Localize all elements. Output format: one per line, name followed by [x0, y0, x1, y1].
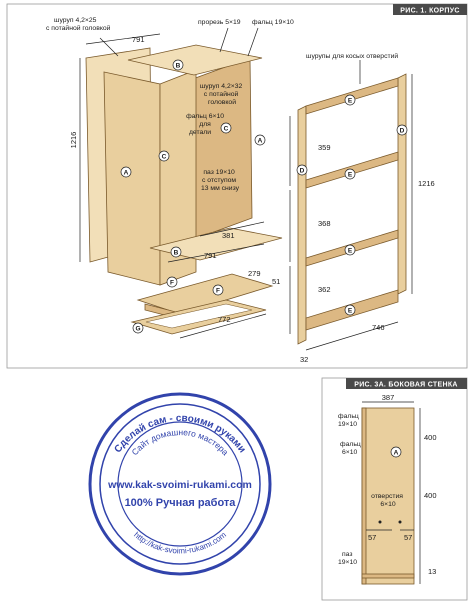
part-label-a-wall — [391, 447, 401, 457]
note-groove-bottom: паз 19×10 с отступом 13 мм снизу — [200, 169, 240, 192]
dim-13: 13 — [428, 567, 437, 576]
svg-text:A: A — [257, 137, 263, 145]
svg-text:B: B — [173, 249, 179, 257]
note-screws-slant: шурупы для косых отверстий — [306, 53, 399, 60]
dim-frame-height: 1216 — [418, 179, 435, 188]
stamp-url: www.kak-svoimi-rukami.com — [108, 479, 252, 491]
hole-1 — [379, 521, 382, 524]
dim-57b: 57 — [404, 533, 413, 542]
side-wall-rebate-edge — [362, 408, 366, 584]
stamp-slogan: 100% Ручная работа — [124, 497, 236, 509]
dim-lower: 400 — [424, 491, 437, 500]
svg-text:G: G — [135, 325, 141, 333]
figure-1-title: РИС. 1. КОРПУС — [400, 7, 460, 15]
stamp-text-inner: Сайт домашнего мастера — [129, 427, 231, 458]
frame-stile-back — [398, 74, 406, 294]
part-label-e-3 — [345, 245, 355, 255]
note-screw-top: шуруп 4,2×25 с потайной головкой — [46, 17, 111, 32]
dim-wall-width: 387 — [381, 393, 395, 402]
dim-plinth-side: 279 — [248, 269, 261, 278]
note-rebate-top: фальц 19×10 — [252, 19, 294, 26]
note-rebate-c: фальц 6×10 для детали — [186, 113, 225, 136]
part-label-f-left — [167, 277, 177, 287]
part-label-e-2 — [345, 169, 355, 179]
side-panel-left — [104, 72, 160, 285]
stamp-url-bottom: http://kak-svoimi-rukami.com — [132, 530, 228, 556]
dim-frame-368: 368 — [318, 219, 331, 228]
svg-text:C: C — [223, 125, 229, 133]
part-label-f-right — [213, 285, 223, 295]
note-rebate-19x10: фальц 19×10 — [338, 413, 359, 428]
note-screw-mid: шуруп 4,2×32 с потайной головкой — [199, 83, 243, 106]
dim-plinth-depth: 51 — [272, 277, 281, 286]
stamp-text-top: Сделай сам - своими руками — [112, 413, 248, 456]
svg-text:E: E — [347, 97, 353, 105]
part-label-c-mid — [221, 123, 231, 133]
part-label-c-left — [159, 151, 169, 161]
side-wall-groove — [362, 574, 414, 578]
svg-text:E: E — [347, 247, 353, 255]
dim-upper: 400 — [424, 433, 437, 442]
dim-plinth-length: 772 — [218, 315, 231, 324]
note-holes: отверстия 6×10 — [371, 493, 403, 508]
dim-frame-359: 359 — [318, 143, 331, 152]
figure-3a-title: РИС. 3А. БОКОВАЯ СТЕНКА — [354, 381, 458, 389]
part-label-a-left — [121, 167, 131, 177]
figure-3a-side-wall — [322, 378, 467, 600]
dim-57a: 57 — [368, 533, 377, 542]
note-groove-top: прорезь 5×19 — [198, 19, 241, 26]
svg-text:A: A — [123, 169, 129, 177]
hole-2 — [399, 521, 402, 524]
frame-stile-front — [298, 106, 306, 344]
svg-text:E: E — [347, 171, 353, 179]
svg-text:C: C — [161, 153, 167, 161]
svg-text:D: D — [299, 167, 305, 175]
part-label-b-top — [173, 60, 183, 70]
dim-shelf-depth: 381 — [222, 231, 235, 240]
part-label-b-bottom — [171, 247, 181, 257]
dim-frame-width: 746 — [372, 323, 385, 332]
svg-text:F: F — [170, 279, 174, 287]
part-label-d-right — [397, 125, 407, 135]
dim-top-width: 791 — [132, 35, 145, 44]
dim-bottom-width: 791 — [204, 251, 217, 260]
svg-text:D: D — [399, 127, 405, 135]
svg-text:E: E — [347, 307, 353, 315]
note-groove-19x10: паз 19×10 — [338, 551, 358, 566]
dim-height-left: 1216 — [69, 131, 78, 149]
svg-text:F: F — [216, 287, 220, 295]
svg-text:A: A — [393, 449, 399, 457]
watermark-stamp — [90, 394, 270, 574]
part-label-e-4 — [345, 305, 355, 315]
note-rebate-6x10: фальц 6×10 — [340, 441, 361, 456]
dim-frame-362: 362 — [318, 285, 331, 294]
part-label-a-right — [255, 135, 265, 145]
part-label-d-left — [297, 165, 307, 175]
svg-text:B: B — [175, 62, 181, 70]
part-label-g — [133, 323, 143, 333]
part-label-e-1 — [345, 95, 355, 105]
figure-1-carcass — [7, 4, 467, 368]
dim-frame-32: 32 — [300, 355, 309, 364]
